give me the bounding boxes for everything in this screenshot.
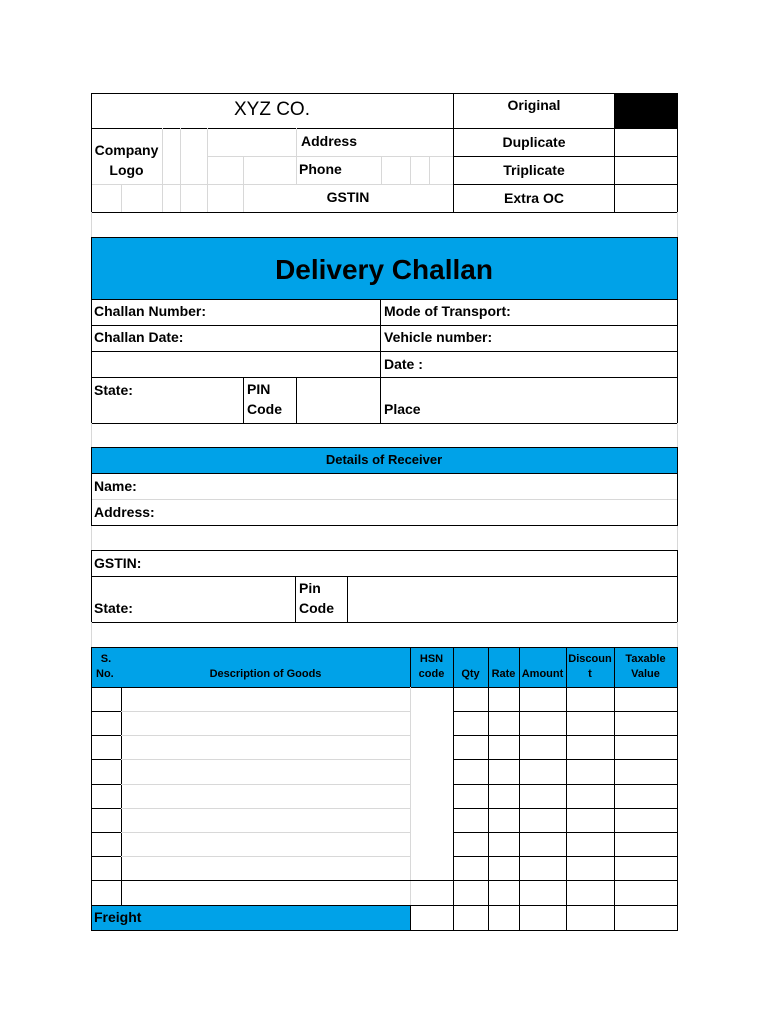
receiver-heading: Details of Receiver — [325, 452, 443, 467]
original-marker-box — [614, 94, 677, 128]
receiver-pin-label-line1: Pin — [299, 580, 321, 596]
col-sno-line1: S. — [100, 653, 112, 665]
vehicle-number-label: Vehicle number: — [384, 329, 493, 345]
challan-number-label: Challan Number: — [94, 303, 207, 319]
company-logo-label-line1: Company — [94, 142, 159, 158]
receiver-name-label: Name: — [94, 478, 137, 494]
col-rate: Rate — [491, 668, 516, 680]
challan-date-label: Challan Date: — [94, 329, 184, 345]
col-taxable-line2: Value — [631, 668, 660, 680]
freight-label: Freight — [94, 909, 142, 925]
col-amount: Amount — [521, 668, 564, 680]
mode-of-transport-label: Mode of Transport: — [384, 303, 511, 319]
col-sno-line2: No. — [96, 668, 114, 680]
company-logo-label-line2: Logo — [109, 162, 144, 178]
copy-type-original: Original — [507, 97, 561, 113]
pin-code-label-line2: Code — [247, 401, 282, 417]
col-hsn-line2: code — [418, 668, 445, 680]
receiver-pin-label-line2: Code — [299, 600, 334, 616]
col-taxable-line1: Taxable — [625, 653, 666, 665]
receiver-state-label: State: — [94, 600, 133, 616]
phone-label: Phone — [299, 161, 342, 177]
col-description: Description of Goods — [209, 668, 322, 680]
pin-code-label-line1: PIN — [247, 381, 271, 397]
place-label: Place — [384, 401, 421, 417]
address-label: Address — [300, 133, 358, 149]
col-discount-line1: Discoun — [568, 653, 612, 665]
col-discount-line2: t — [588, 668, 592, 680]
col-hsn-line1: HSN — [419, 653, 444, 665]
copy-type-triplicate: Triplicate — [503, 162, 565, 178]
gstin-label: GSTIN — [326, 189, 370, 205]
col-qty: Qty — [461, 668, 480, 680]
copy-type-extra-oc: Extra OC — [504, 190, 564, 206]
receiver-gstin-label: GSTIN: — [94, 555, 142, 571]
copy-type-duplicate: Duplicate — [502, 134, 566, 150]
document-title: Delivery Challan — [275, 254, 493, 285]
state-label: State: — [94, 382, 133, 398]
receiver-address-label: Address: — [94, 504, 155, 520]
company-name: XYZ CO. — [233, 99, 310, 120]
date-label: Date : — [384, 356, 423, 372]
